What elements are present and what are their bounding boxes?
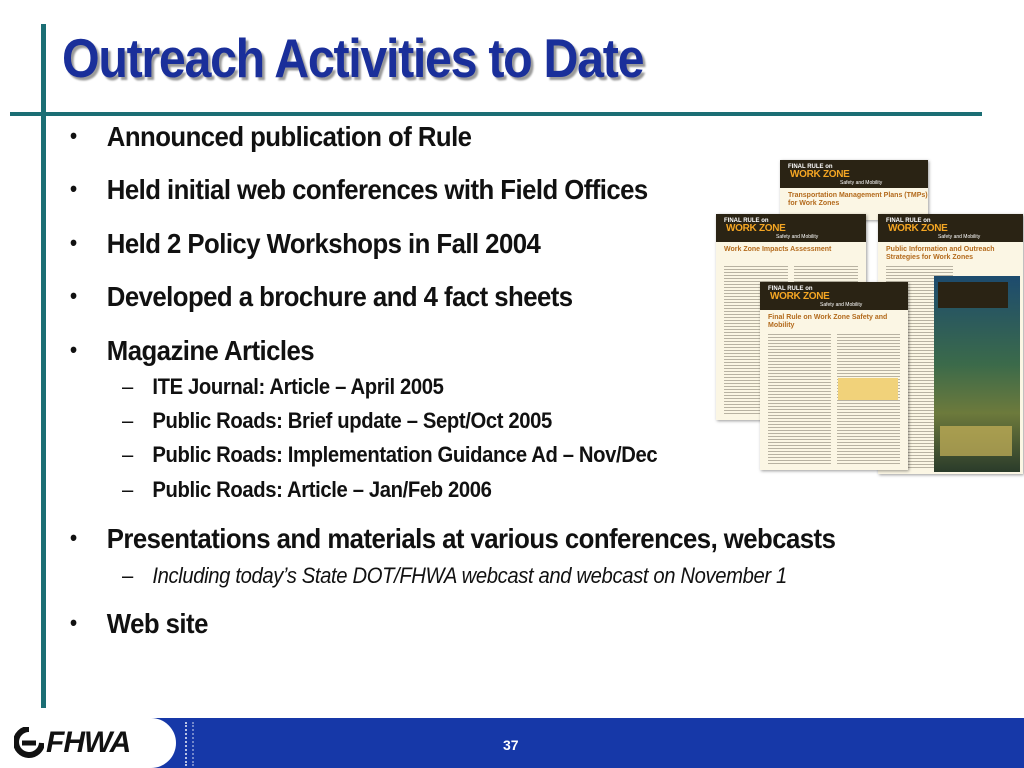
brochure-header-small: Safety and Mobility: [776, 234, 819, 240]
sub-bullet-text: Public Roads: Brief update – Sept/Oct 2005: [152, 408, 552, 433]
bullet-item: [70, 228, 540, 260]
fhwa-shield-icon: [14, 727, 44, 759]
bullet-dot: •: [70, 337, 77, 362]
sub-bullet-text: Including today’s State DOT/FHWA webcast and webcast on November 1: [152, 563, 787, 588]
bullet-item: [70, 523, 835, 555]
brochure-header-small: Safety and Mobility: [840, 180, 883, 186]
brochure-highlight-box: [838, 378, 898, 400]
bullet-text: Web site: [106, 608, 208, 639]
bullet-dot: •: [70, 610, 77, 635]
bullet-item: [70, 335, 314, 367]
brochure-header-big: WORK ZONE: [770, 291, 830, 302]
page-title: Outreach Activities to Date: [62, 27, 644, 89]
bullet-dot: •: [70, 123, 77, 148]
sub-bullet-text: Public Roads: Article – Jan/Feb 2006: [152, 477, 492, 502]
bullet-text: Announced publication of Rule: [106, 121, 472, 152]
page-number: 37: [503, 737, 519, 753]
bullet-text: Developed a brochure and 4 fact sheets: [106, 281, 573, 312]
dash-glyph: –: [122, 477, 133, 502]
dash-glyph: –: [122, 374, 133, 399]
sub-bullet-text: ITE Journal: Article – April 2005: [152, 374, 444, 399]
brochure-header: [878, 214, 1023, 242]
bullet-dot: •: [70, 230, 77, 255]
brochure-subtitle: Transportation Management Plans (TMPs) for Work Zones: [788, 192, 928, 207]
brochure-header-line: FINAL RULE on: [768, 286, 813, 292]
sub-bullet-item: [122, 408, 552, 434]
left-accent-bar: [41, 24, 46, 708]
brochure-header: [716, 214, 866, 242]
bullet-text: Held initial web conferences with Field Offices: [106, 174, 648, 205]
bullet-item: [70, 608, 208, 640]
sub-bullet-item: [122, 442, 657, 468]
dash-glyph: –: [122, 442, 133, 467]
brochure-header: [780, 160, 928, 188]
brochure-subtitle: Public Information and Outreach Strategies for Work Zones: [886, 246, 995, 261]
bullet-dot: •: [70, 283, 77, 308]
fhwa-logo: FHWA: [46, 726, 131, 759]
brochure-subtitle: Work Zone Impacts Assessment: [724, 246, 832, 253]
dash-glyph: –: [122, 563, 133, 588]
dash-glyph: –: [122, 408, 133, 433]
bullet-item: [70, 174, 648, 206]
brochure-subtitle: Final Rule on Work Zone Safety and Mobility: [768, 314, 888, 329]
brochure-header-line: FINAL RULE on: [724, 218, 769, 224]
brochure-header-line: FINAL RULE on: [886, 218, 931, 224]
brochure-header-big: WORK ZONE: [790, 169, 850, 180]
brochure-header-small: Safety and Mobility: [938, 234, 981, 240]
column-gap: [831, 332, 837, 464]
bullet-dot: •: [70, 525, 77, 550]
brochure-cover-photo: [934, 276, 1020, 472]
brochure-header-big: WORK ZONE: [888, 223, 948, 234]
footer-dotted-divider: [192, 722, 200, 766]
brochure-header-big: WORK ZONE: [726, 223, 786, 234]
bullet-text: Magazine Articles: [106, 335, 315, 366]
brochure-header: [760, 282, 908, 310]
final-rule-brochure-image: [760, 282, 908, 470]
title-underline: [10, 112, 982, 116]
brochure-header-line: FINAL RULE on: [788, 164, 833, 170]
bullet-dot: •: [70, 176, 77, 201]
bullet-text: Held 2 Policy Workshops in Fall 2004: [106, 228, 541, 259]
sub-bullet-item: [122, 374, 444, 400]
sub-bullet-item: [122, 477, 492, 503]
brochure-header-small: Safety and Mobility: [820, 302, 863, 308]
tmp-fact-sheet-image: [780, 160, 928, 220]
bullet-item: [70, 281, 573, 313]
bullet-text: Presentations and materials at various conferences, webcasts: [106, 523, 836, 554]
bullet-item: [70, 121, 471, 153]
cover-road-band: [940, 426, 1012, 456]
sub-bullet-item: [122, 563, 787, 589]
sub-bullet-text: Public Roads: Implementation Guidance Ad – Nov/Dec: [152, 442, 658, 467]
cover-title-block: [938, 282, 1008, 308]
